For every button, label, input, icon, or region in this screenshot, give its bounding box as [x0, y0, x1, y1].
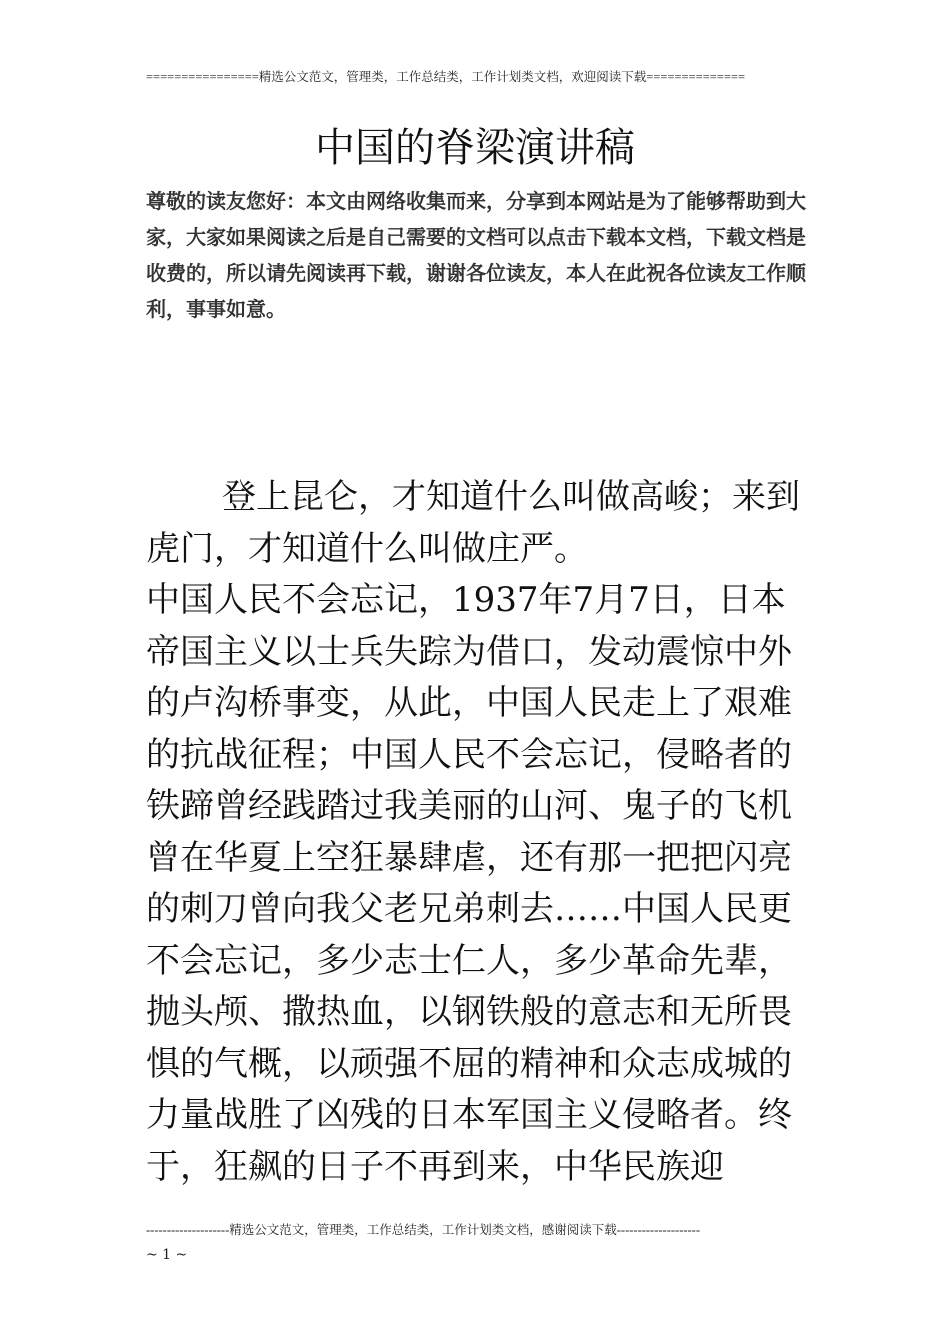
- document-title: 中国的脊梁演讲稿: [315, 125, 635, 171]
- body-paragraph: 中国人民不会忘记，1937年7月7日，日本帝国主义以士兵失踪为借口，发动震惊中外的卢沟桥事变，从此，中国人民走上了艰难的抗战征程；中国人民不会忘记，侵略者的铁蹄曾经践踏过我美丽的山河、鬼子的飞机曾在华夏上空狂暴肆虐，还有那一把把闪亮的刺刀曾向我父老兄弟刺去……中国人民更不会忘记，多少志士仁人，多少革命先辈，抛头颅、撒热血，以钢铁般的意志和无所畏惧的气概，以顽强不屈的精神和众志成城的力量战胜了凶残的日本军国主义侵略者。终于，狂飙的日子不再到来，中华民族迎: [146, 580, 792, 1187]
- header-banner: ================精选公文范文，管理类，工作总结类，工作计划类文档，欢迎阅读下载==============: [146, 70, 745, 84]
- page-number: ~ 1 ~: [146, 1247, 188, 1263]
- footer-banner: --------------------精选公文范文，管理类，工作总结类，工作计划类文档，感谢阅读下载--------------------: [146, 1223, 701, 1237]
- document-body: [146, 472, 810, 1193]
- body-paragraph: 登上昆仑，才知道什么叫做高峻；来到虎门，才知道什么叫做庄严。: [146, 477, 800, 569]
- reader-notice: 尊敬的读友您好：本文由网络收集而来，分享到本网站是为了能够帮助到大家，大家如果阅读之后是自己需要的文档可以点击下载本文档，下载文档是收费的，所以请先阅读再下载，谢谢各位读友，本人在此祝各位读友工作顺利，事事如意。: [146, 189, 806, 321]
